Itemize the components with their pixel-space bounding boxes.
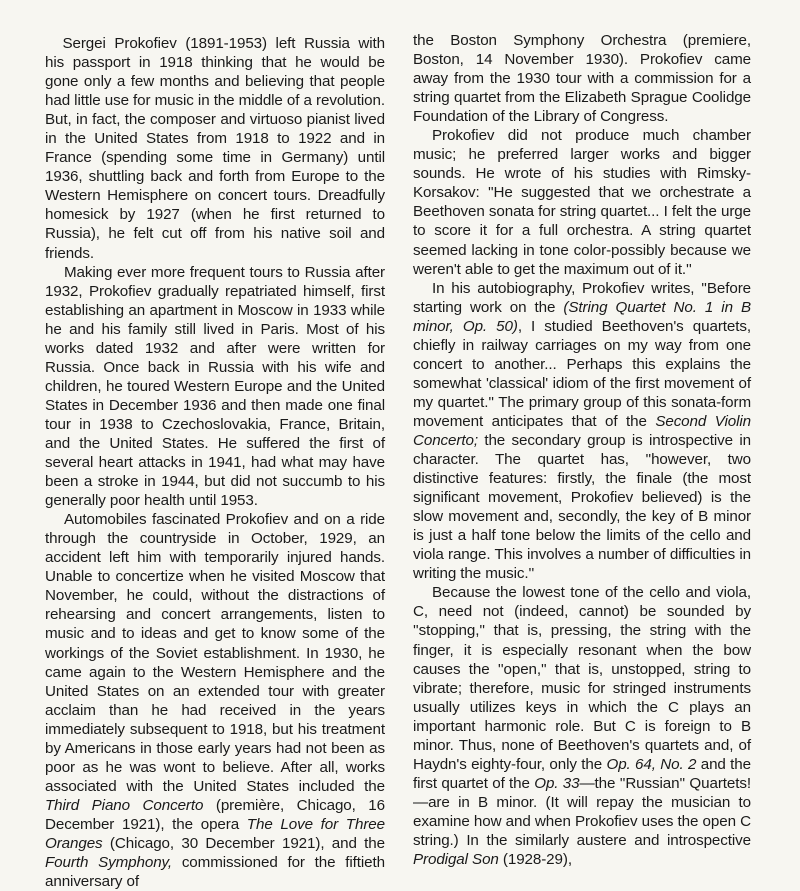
text-run: and the first quartet of the: [413, 755, 751, 792]
work-title-third-piano-concerto: Third Piano Concerto: [45, 796, 204, 814]
work-title-string-quartet-no1: (String Quartet No. 1 in B minor, Op. 50): [413, 298, 751, 335]
right-column: [413, 31, 751, 869]
work-title-op33: Op. 33: [534, 774, 580, 792]
text-run: , I studied Beethoven's quartets, chiefly in railway carriages on my way from one concert to another... Perhaps this explains the somewhat 'classical' idiom of the first movement of my quartet.'' The primary group of this sonata-form movement anticipates that of the: [413, 317, 751, 430]
paragraph-open-c-string: [413, 583, 751, 869]
paragraph-autobiography: [413, 279, 751, 584]
work-title-op64-no2: Op. 64, No. 2: [606, 755, 697, 773]
text-run: commissioned for the fiftieth anniversary of: [45, 854, 385, 891]
text-run: the secondary group is introspective in character. The quartet has, ''however, two distinctive features: firstly, the finale (the most significant movement, Prokofiev believed) is the slow movement and, secondly, the key of B minor is just a half tone below the limits of the cello and viola range. This involves a number of difficulties in writing the music.'': [413, 431, 751, 583]
text-run: Automobiles fascinated Prokofiev and on a ride through the countryside in October, 1929, an accident left him with temporarily injured hands. Unable to concertize when he visited Moscow that November, he could, without the distractions of rehearsing and concert arrangements, listen to music and to ideas and get to know some of the workings of the Soviet establishment. In 1930, he came again to the Western Hemisphere and the United States on an extended tour with greater acclaim than he had received in the years immediately subsequent to 1918, but his treatment by Americans in those early years had not been as poor as he was wont to believe. After all, works associated with the United States included the: [45, 511, 385, 795]
left-column: [45, 34, 385, 891]
work-title-prodigal-son: Prodigal Son: [413, 851, 499, 869]
text-run: (Chicago, 30 December 1921), and the: [102, 834, 385, 852]
paragraph-biography-intro: Sergei Prokofiev (1891-1953) left Russia with his passport in 1918 thinking that he would be gone only a few months and believing that people had little use for music in the middle of a revolution. But, in fact, the composer and virtuoso pianist lived in the United States from 1918 to 1922 and in France (spending some time in Germany) until 1936, shuttling back and forth from Europe to the Western Hemisphere on concert tours. Dreadfully homesick by 1927 (when he first returned to Russia), he felt cut off from his native soil and friends.: [45, 35, 385, 262]
text-run: (1928-29),: [498, 851, 572, 869]
text-run: —the ''Russian'' Quartets!—are in B minor. (It will repay the musician to examine how and when Prokofiev uses the open C string.) In the similarly austere and introspective: [413, 774, 751, 849]
paragraph-boston-commission: the Boston Symphony Orchestra (premiere, Boston, 14 November 1930). Prokofiev came away from the 1930 tour with a commission for a string quartet from the Elizabeth Sprague Coolidge Foundation of the Library of Congress.: [413, 32, 751, 126]
work-title-love-for-three-oranges: The Love for Three Oranges: [45, 815, 385, 852]
work-title-fourth-symphony: Fourth Symphony,: [45, 854, 173, 872]
paragraph-automobile-accident: [45, 510, 385, 891]
paragraph-chamber-music: Prokofiev did not produce much chamber music; he preferred larger works and bigger sounds. He wrote of his studies with Rimsky-Korsakov: ''He suggested that we orchestrate a Beethoven sonata for string quartet... I felt the urge to score it for a full orchestra. A string quartet seemed lacking in tone color-possibly because we weren't able to get the maximum out of it.'': [413, 127, 751, 278]
work-title-second-violin-concerto: Second Violin Concerto;: [413, 412, 751, 449]
text-run: (première, Chicago, 16 December 1921), the opera: [45, 796, 385, 833]
text-run: Because the lowest tone of the cello and viola, C, need not (indeed, cannot) be sounded by ''stopping,'' that is, pressing, the string with the finger, it is especially resonant when the bow causes the ''open,'' that is, unstopped, string to vibrate; therefore, music for stringed instruments usually utilizes keys in which the C plays an important harmonic role. But C is foreign to B minor. Thus, none of Beethoven's quartets and, of Haydn's eighty-four, only the: [413, 584, 751, 773]
text-run: In his autobiography, Prokofiev writes, ''Before starting work on the: [413, 279, 751, 316]
paragraph-repatriation: Making ever more frequent tours to Russia after 1932, Prokofiev gradually repatriated himself, first establishing an apartment in Moscow in 1933 while he and his family still lived in Paris. Most of his works dated 1932 and after were written for Russia. Once back in Russia with his wife and children, he toured Western Europe and the United States in December 1936 and then made one final tour in 1938 to Czechoslovakia, France, Britain, and the United States. He suffered the first of several heart attacks in 1941, had what may have been a stroke in 1944, but did not succumb to his generally poor health until 1953.: [45, 263, 385, 510]
